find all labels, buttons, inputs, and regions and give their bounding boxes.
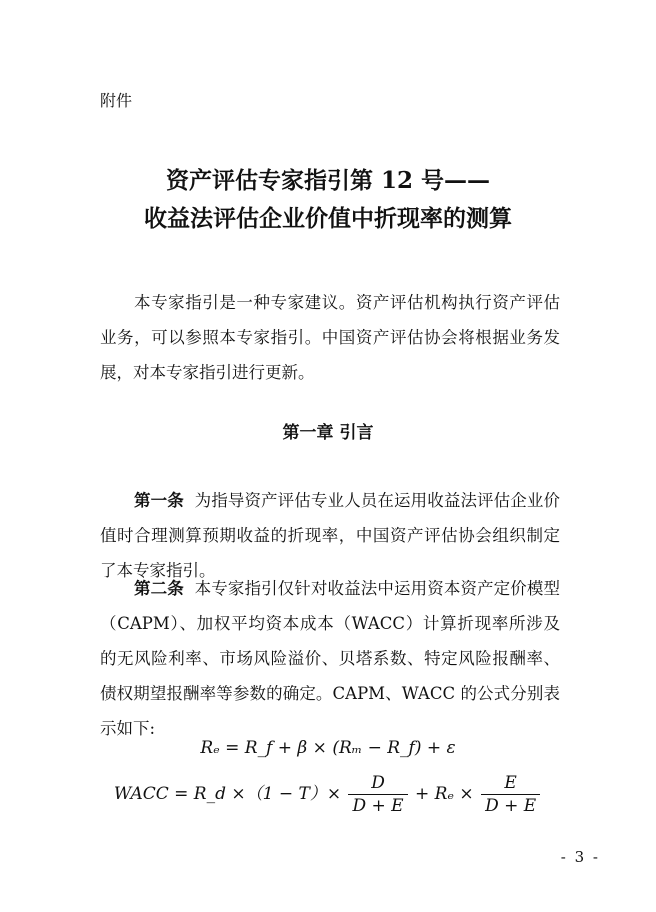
wacc-formula-prefix: WACC = R_d ×（1 − T）×	[113, 784, 342, 804]
debt-weight-fraction	[348, 772, 407, 817]
attachment-label: 附件	[100, 91, 133, 110]
wacc-formula	[0, 772, 656, 817]
article-2-text: 本专家指引仅针对收益法中运用资本资产定价模型（CAPM）、加权平均资本成本（WACC）计算折现率所涉及的无风险利率、市场风险溢价、贝塔系数、特定风险报酬率、债权期望报酬率等参数的确定。CAPM、WACC 的公式分别表示如下:	[100, 579, 561, 738]
fraction-numerator: D	[371, 773, 385, 793]
fraction-denominator: D + E	[348, 794, 407, 817]
document-title-line-2: 收益法评估企业价值中折现率的测算	[144, 205, 512, 232]
equity-weight-fraction	[481, 772, 540, 817]
document-title-line-1: 资产评估专家指引第 12 号——	[165, 167, 491, 194]
article-2	[100, 571, 560, 746]
article-1-text: 为指导资产评估专业人员在运用收益法评估企业价值时合理测算预期收益的折现率，中国资产评估协会组织制定了本专家指引。	[100, 491, 561, 580]
article-1-label: 第一条	[134, 491, 184, 510]
fraction-denominator: D + E	[481, 794, 540, 817]
wacc-formula-mid: + Rₑ ×	[414, 784, 474, 804]
article-2-label: 第二条	[134, 579, 184, 598]
chapter-heading: 第一章 引言	[282, 423, 374, 443]
page-number: - 3 -	[560, 848, 600, 866]
fraction-numerator: E	[504, 773, 517, 793]
intro-paragraph: 本专家指引是一种专家建议。资产评估机构执行资产评估业务，可以参照本专家指引。中国资产评估协会将根据业务发展，对本专家指引进行更新。	[100, 293, 560, 382]
capm-formula: Rₑ = R_f + β × (Rₘ − R_f) + ε	[200, 738, 456, 758]
